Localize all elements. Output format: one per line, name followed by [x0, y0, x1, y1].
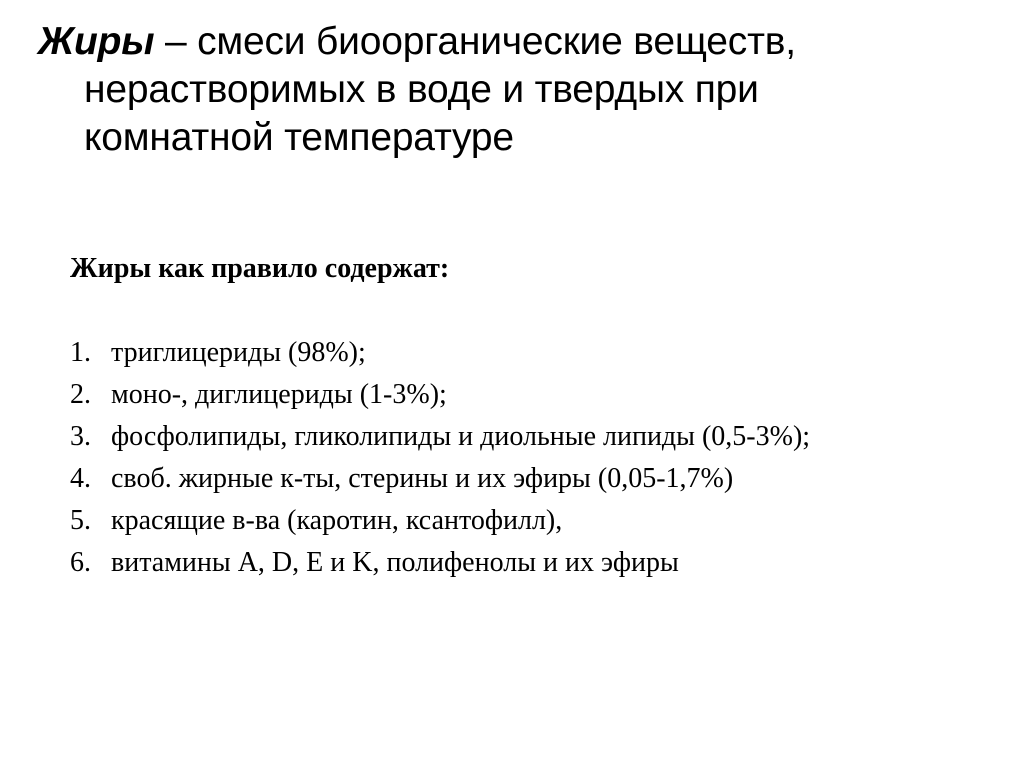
content-heading: Жиры как правило содержат: — [70, 253, 450, 284]
slide-title — [38, 18, 998, 162]
list-item-number: 1. — [70, 337, 91, 368]
title-line-3: комнатной температуре — [84, 116, 514, 159]
list-item — [70, 374, 1000, 416]
list-item-number: 5. — [70, 505, 91, 536]
list-item-text: своб. жирные к-ты, стерины и их эфиры (0,05-1,7%) — [111, 463, 734, 494]
list-item-text: фосфолипиды, гликолипиды и диольные липиды (0,5-3%); — [111, 421, 811, 452]
title-line-2: нерастворимых в воде и твердых при — [84, 68, 759, 111]
list-item — [70, 332, 1000, 374]
list-item-text: витамины A, D, E и K, полифенолы и их эфиры — [111, 547, 679, 578]
title-line-1 — [38, 18, 998, 66]
composition-list — [70, 332, 1000, 584]
list-item — [70, 458, 1000, 500]
list-item-number: 2. — [70, 379, 91, 410]
list-item — [70, 542, 1000, 584]
list-item-text: триглицериды (98%); — [111, 337, 366, 368]
title-term: Жиры — [38, 20, 155, 63]
list-item-number: 4. — [70, 463, 91, 494]
list-item-number: 6. — [70, 547, 91, 578]
list-item — [70, 416, 1000, 458]
content-spacer — [70, 290, 1000, 332]
list-item — [70, 500, 1000, 542]
list-item-text: красящие в-ва (каротин, ксантофилл), — [111, 505, 563, 536]
slide-content — [70, 248, 1000, 584]
list-item-text: моно-, диглицериды (1-3%); — [111, 379, 447, 410]
list-item-number: 3. — [70, 421, 91, 452]
title-definition-start: – смеси биоорганические веществ, — [154, 20, 796, 63]
